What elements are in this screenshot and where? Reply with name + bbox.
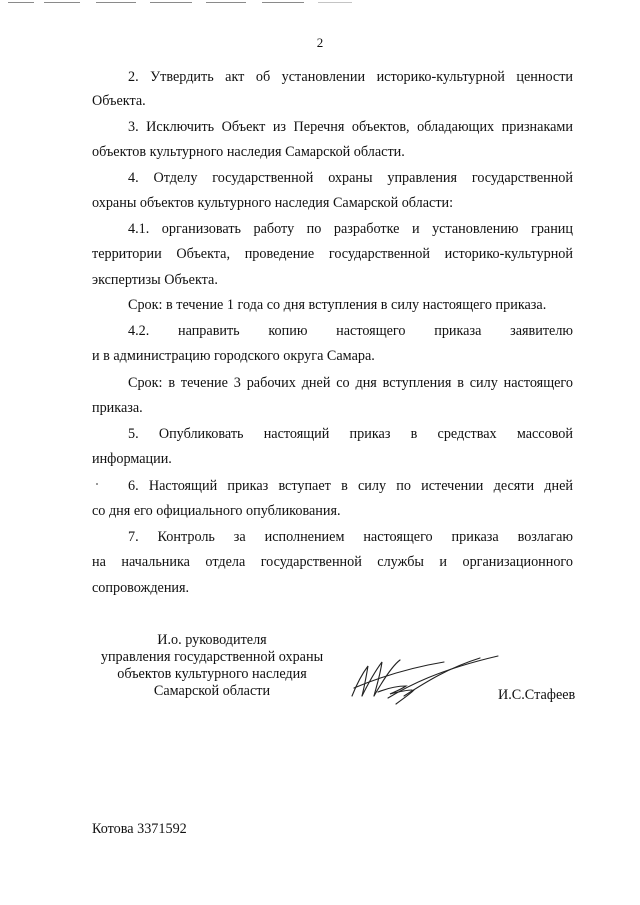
- text-line: охраны объектов культурного наследия Самарской области:: [92, 195, 454, 211]
- text-line: со дня его официального опубликования.: [92, 503, 341, 519]
- signatory-title: [92, 632, 332, 700]
- text-line: 5. Опубликовать настоящий приказ в средствах массовой: [128, 426, 573, 442]
- text-line: 4. Отделу государственной охраны управления государственной: [128, 170, 573, 186]
- scan-speck: [96, 483, 98, 485]
- text-line: 4.2. направить копию настоящего приказа заявителю: [128, 323, 573, 339]
- text-line: 6. Настоящий приказ вступает в силу по истечении десяти дней: [128, 478, 573, 494]
- text-line: Срок: в течение 1 года со дня вступления в силу настоящего приказа.: [128, 297, 547, 313]
- text-line: на начальника отдела государственной службы и организационного: [92, 554, 573, 570]
- signatory-name: И.С.Стафеев: [498, 687, 576, 703]
- text-line: Объекта.: [92, 93, 146, 109]
- signatory-title-line: Самарской области: [153, 683, 271, 699]
- page-number: 2: [316, 35, 324, 50]
- footer-contact: Котова 3371592: [92, 821, 187, 837]
- text-line: 7. Контроль за исполнением настоящего приказа возлагаю: [128, 529, 573, 545]
- text-line: 3. Исключить Объект из Перечня объектов, обладающих признаками: [128, 119, 573, 135]
- text-line: 2. Утвердить акт об установлении историко-культурной ценности: [128, 69, 573, 85]
- text-line: Срок: в течение 3 рабочих дней со дня вступления в силу настоящего: [128, 375, 573, 391]
- text-line: 4.1. организовать работу по разработке и установлению границ: [128, 221, 573, 237]
- text-line: объектов культурного наследия Самарской области.: [92, 144, 405, 160]
- signatory-title-line: И.о. руководителя: [157, 632, 267, 648]
- text-line: и в администрацию городского округа Самара.: [92, 348, 375, 364]
- signatory-title-line: управления государственной охраны: [100, 649, 324, 665]
- text-line: экспертизы Объекта.: [92, 272, 218, 288]
- handwritten-signature: [348, 652, 508, 712]
- top-scan-marks: [0, 0, 640, 8]
- text-line: территории Объекта, проведение государственной историко-культурной: [92, 246, 573, 262]
- text-line: приказа.: [92, 400, 143, 416]
- text-line: информации.: [92, 451, 172, 467]
- text-line: сопровождения.: [92, 580, 190, 596]
- signatory-title-line: объектов культурного наследия: [117, 666, 307, 682]
